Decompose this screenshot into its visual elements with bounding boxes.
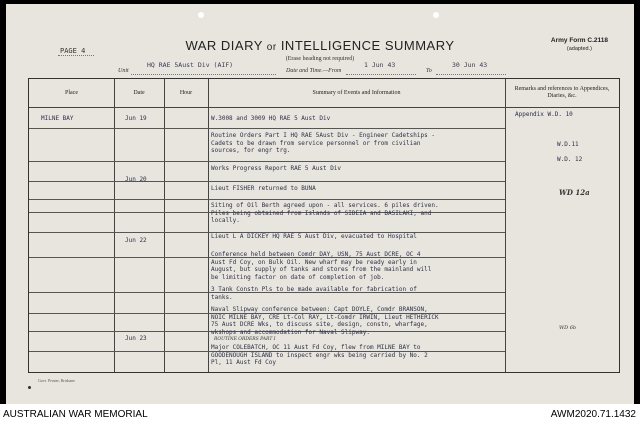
- handwritten-note: ROUTINE ORDERS PART I: [214, 337, 276, 342]
- entry-line: NOIC MILNE BAY, CRE Lt-Col RAY, Lt-Comdr IRWIN, Lieut HETHERICK: [211, 313, 439, 321]
- col-date-header: Date: [133, 89, 145, 96]
- diary-sheet: [6, 4, 634, 404]
- entry-line: GOODENOUGH ISLAND to inspect engr wks being carried by No. 2: [211, 351, 428, 359]
- institution-name: AUSTRALIAN WAR MEMORIAL: [3, 409, 148, 420]
- date-time-label: Date and Time.—From: [286, 68, 342, 74]
- col-remarks-header: Remarks and references to Appendices, Diaries, &c.: [514, 86, 610, 99]
- title-or: or: [266, 42, 277, 53]
- entry-line: tanks.: [211, 293, 233, 301]
- date-jun-19: Jun 19: [125, 115, 147, 122]
- entry-line: Routine Orders Part I HQ RAE 5Aust Div - Engineer Cadetships -: [211, 132, 435, 139]
- army-form-label: [551, 37, 608, 53]
- place-milne-bay: MILNE BAY: [41, 115, 74, 122]
- entry-line: Lieut L A DICKEY HQ RAE 5 Aust Div, evacuated to Hospital: [211, 233, 417, 240]
- margin-mark: [28, 386, 31, 389]
- accession-number: AWM2020.71.1432: [550, 409, 636, 420]
- diary-table: [28, 78, 620, 373]
- entry-line: Lieut FISHER returned to BUNA: [211, 185, 316, 192]
- col-summary-header: Summary of Events and Information: [312, 89, 401, 96]
- remark-wd-6b: WD 6b: [559, 325, 577, 331]
- title-war-diary: WAR DIARY: [185, 38, 263, 53]
- army-form-number: Army Form C.2118: [550, 37, 608, 44]
- entry-line: Conference held between Comdr DAY, USN, 75 Aust DCRE, OC 4: [211, 251, 421, 258]
- remark-appendix: Appendix W.D. 10: [515, 111, 573, 118]
- army-form-sub: (adapted.): [566, 46, 592, 52]
- entry-line: Aust Fd Coy, on Bulk Oil. New wharf may be ready early in: [211, 258, 417, 266]
- entry-line: Siting of Oil Berth agreed upon - all services. 6 piles driven.: [211, 202, 439, 209]
- date-jun-20: Jun 20: [125, 176, 147, 183]
- punch-hole-left: [198, 12, 204, 18]
- entry-line: 75 Aust DCRE Wks, to discuss site, design, constn, wharfage,: [211, 321, 428, 328]
- entry-line: Major COLEBATCH, OC 11 Aust Fd Coy, flew from MILNE BAY to: [211, 344, 421, 351]
- to-label: To: [426, 68, 432, 74]
- unit-label: Unit: [118, 68, 129, 74]
- entry-line: Naval Slipway conference between: Capt DOYLE, Comdr BRANSON,: [211, 306, 428, 313]
- entry-line: Piles being obtained from Islands of SIDEIA and BASILAKI, and: [211, 209, 432, 217]
- remark-wd-11: W.D.11: [557, 141, 579, 148]
- entry-line: locally.: [211, 217, 240, 224]
- title-intelligence-summary: INTELLIGENCE SUMMARY: [280, 38, 455, 53]
- printer-imprint: Govt. Printer, Brisbane: [38, 378, 75, 383]
- date-jun-23: Jun 23: [125, 335, 147, 342]
- unit-value: HQ RAE 5Aust Div (AIF): [147, 61, 234, 69]
- entry-line: sources, for engr trg.: [211, 147, 291, 154]
- entry-line: W.3008 and 3009 HQ RAE 5 Aust Div: [211, 115, 331, 122]
- entry-line: wkshops and accommodation for Naval Slipway.: [211, 328, 370, 336]
- col-place-header: Place: [65, 89, 78, 96]
- col-hour-header: Hour: [179, 89, 193, 96]
- entry-line: Pl, 11 Aust Fd Coy: [211, 359, 277, 366]
- date-from-value: 1 Jun 43: [364, 61, 396, 69]
- entry-line: August, but supply of tanks and stores from the mainland will: [211, 266, 432, 273]
- remark-wd-12a: WD 12a: [559, 188, 590, 197]
- entry-line: 3 Tank Constn Pls to be made available for fabrication of: [211, 286, 417, 293]
- footer-bar: [0, 404, 640, 424]
- punch-hole-right: [433, 12, 439, 18]
- entry-line: Works Progress Report RAE 5 Aust Div: [211, 165, 342, 172]
- remark-wd-12: W.D. 12: [557, 156, 583, 163]
- entry-line: be limiting factor on date of completion of job.: [211, 273, 385, 281]
- entry-line: Cadets to be drawn from service personnel or from civilian: [211, 139, 421, 147]
- page-label: PAGE 4: [60, 47, 86, 55]
- date-jun-22: Jun 22: [125, 237, 147, 244]
- erase-note: (Erase heading not required): [285, 56, 355, 62]
- date-to-value: 30 Jun 43: [452, 61, 488, 69]
- form-title: [6, 38, 634, 53]
